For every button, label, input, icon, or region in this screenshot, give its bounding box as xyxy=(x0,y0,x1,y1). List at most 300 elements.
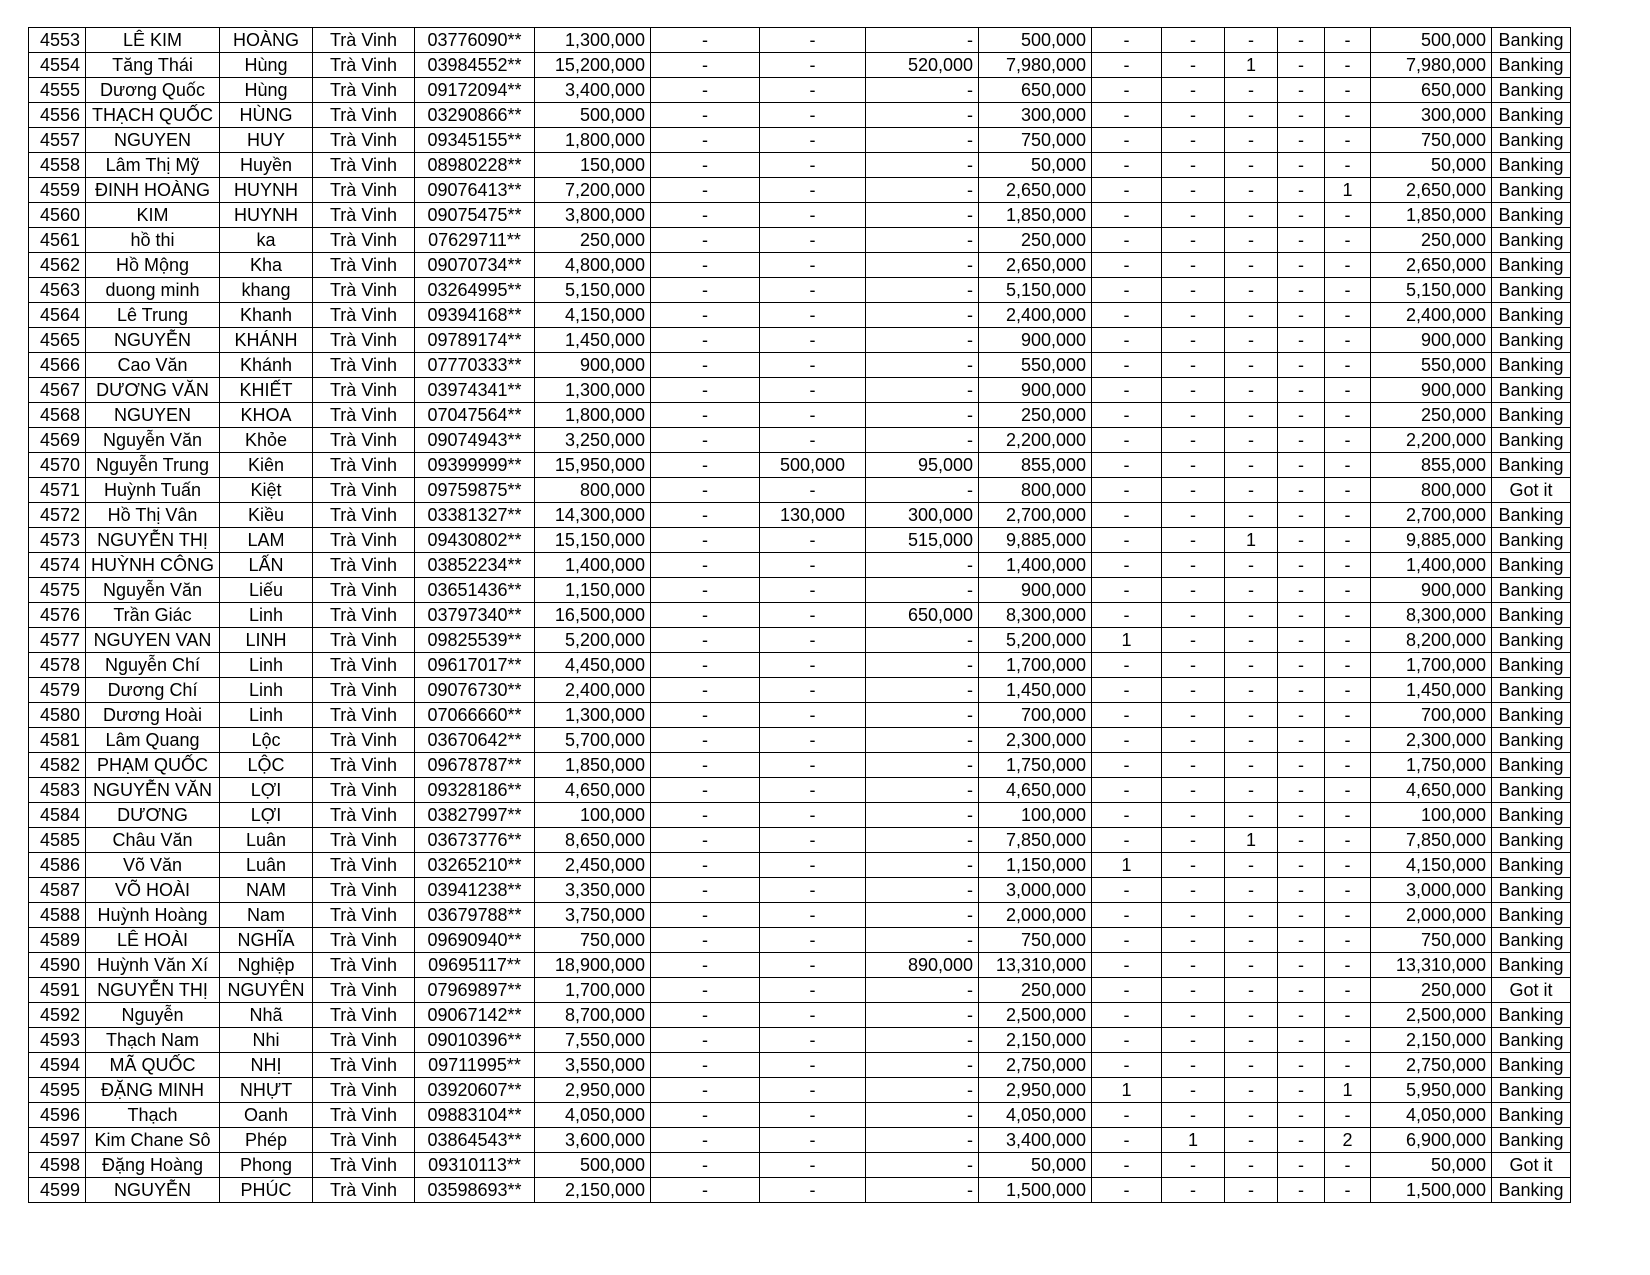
cell-n1: - xyxy=(1092,178,1162,203)
cell-n2: - xyxy=(1162,928,1225,953)
cell-last-name: Nguyễn Văn xyxy=(86,428,220,453)
cell-amount-1: 3,800,000 xyxy=(535,203,651,228)
cell-phone: 03265210** xyxy=(415,853,535,878)
cell-last-name: Lâm Quang xyxy=(86,728,220,753)
cell-col-8: - xyxy=(866,1003,979,1028)
cell-n2: - xyxy=(1162,203,1225,228)
cell-col-6: - xyxy=(651,53,760,78)
cell-province: Trà Vinh xyxy=(313,1153,415,1178)
cell-n4: - xyxy=(1278,828,1325,853)
cell-province: Trà Vinh xyxy=(313,928,415,953)
cell-province: Trà Vinh xyxy=(313,828,415,853)
cell-n1: - xyxy=(1092,1103,1162,1128)
cell-method: Banking xyxy=(1492,803,1571,828)
cell-last-name: Thạch Nam xyxy=(86,1028,220,1053)
cell-n2: - xyxy=(1162,1178,1225,1203)
cell-method: Banking xyxy=(1492,1003,1571,1028)
cell-id: 4580 xyxy=(29,703,86,728)
cell-province: Trà Vinh xyxy=(313,1178,415,1203)
cell-amount-2: 1,750,000 xyxy=(979,753,1092,778)
cell-province: Trà Vinh xyxy=(313,403,415,428)
cell-n5: - xyxy=(1325,853,1371,878)
cell-province: Trà Vinh xyxy=(313,703,415,728)
cell-total: 5,950,000 xyxy=(1371,1078,1492,1103)
cell-n4: - xyxy=(1278,1128,1325,1153)
cell-phone: 09430802** xyxy=(415,528,535,553)
cell-method: Banking xyxy=(1492,828,1571,853)
cell-phone: 09010396** xyxy=(415,1028,535,1053)
cell-amount-1: 1,400,000 xyxy=(535,553,651,578)
cell-col-8: - xyxy=(866,328,979,353)
cell-id: 4582 xyxy=(29,753,86,778)
cell-province: Trà Vinh xyxy=(313,728,415,753)
cell-id: 4568 xyxy=(29,403,86,428)
cell-n1: - xyxy=(1092,703,1162,728)
cell-col-8: - xyxy=(866,703,979,728)
cell-n5: - xyxy=(1325,728,1371,753)
cell-method: Banking xyxy=(1492,228,1571,253)
cell-amount-1: 4,650,000 xyxy=(535,778,651,803)
cell-col-6: - xyxy=(651,953,760,978)
cell-phone: 03974341** xyxy=(415,378,535,403)
cell-amount-2: 900,000 xyxy=(979,578,1092,603)
cell-last-name: THẠCH QUỐC xyxy=(86,103,220,128)
cell-phone: 03673776** xyxy=(415,828,535,853)
table-row xyxy=(29,428,1571,453)
cell-total: 2,650,000 xyxy=(1371,253,1492,278)
cell-n3: - xyxy=(1225,703,1278,728)
cell-total: 1,850,000 xyxy=(1371,203,1492,228)
cell-n3: - xyxy=(1225,953,1278,978)
cell-col-7: - xyxy=(760,1178,866,1203)
cell-n4: - xyxy=(1278,628,1325,653)
cell-last-name: Huỳnh Tuấn xyxy=(86,478,220,503)
cell-method: Banking xyxy=(1492,528,1571,553)
cell-col-6: - xyxy=(651,178,760,203)
cell-amount-2: 2,000,000 xyxy=(979,903,1092,928)
cell-province: Trà Vinh xyxy=(313,53,415,78)
cell-first-name: Khỏe xyxy=(220,428,313,453)
cell-phone: 09617017** xyxy=(415,653,535,678)
cell-first-name: Lộc xyxy=(220,728,313,753)
cell-amount-2: 3,400,000 xyxy=(979,1128,1092,1153)
cell-n1: - xyxy=(1092,1053,1162,1078)
cell-n2: - xyxy=(1162,603,1225,628)
cell-col-8: - xyxy=(866,28,979,53)
cell-phone: 03290866** xyxy=(415,103,535,128)
cell-col-7: - xyxy=(760,903,866,928)
cell-phone: 03852234** xyxy=(415,553,535,578)
cell-n5: - xyxy=(1325,103,1371,128)
cell-n2: - xyxy=(1162,478,1225,503)
cell-id: 4577 xyxy=(29,628,86,653)
table-row xyxy=(29,953,1571,978)
cell-n3: - xyxy=(1225,103,1278,128)
cell-id: 4573 xyxy=(29,528,86,553)
cell-phone: 09789174** xyxy=(415,328,535,353)
cell-col-7: - xyxy=(760,1078,866,1103)
cell-col-8: - xyxy=(866,253,979,278)
cell-total: 2,000,000 xyxy=(1371,903,1492,928)
cell-last-name: Huỳnh Văn Xí xyxy=(86,953,220,978)
cell-n2: - xyxy=(1162,528,1225,553)
cell-col-6: - xyxy=(651,678,760,703)
table-row xyxy=(29,653,1571,678)
table-row xyxy=(29,628,1571,653)
cell-last-name: Võ Văn xyxy=(86,853,220,878)
cell-amount-2: 2,200,000 xyxy=(979,428,1092,453)
cell-province: Trà Vinh xyxy=(313,503,415,528)
table-row xyxy=(29,78,1571,103)
cell-n2: - xyxy=(1162,228,1225,253)
cell-n1: - xyxy=(1092,53,1162,78)
cell-n5: - xyxy=(1325,753,1371,778)
cell-n1: - xyxy=(1092,503,1162,528)
cell-total: 900,000 xyxy=(1371,328,1492,353)
cell-total: 8,200,000 xyxy=(1371,628,1492,653)
cell-province: Trà Vinh xyxy=(313,653,415,678)
cell-total: 650,000 xyxy=(1371,78,1492,103)
cell-method: Banking xyxy=(1492,1053,1571,1078)
cell-last-name: Dương Chí xyxy=(86,678,220,703)
cell-amount-1: 15,150,000 xyxy=(535,528,651,553)
cell-col-8: - xyxy=(866,903,979,928)
cell-col-7: - xyxy=(760,653,866,678)
cell-total: 50,000 xyxy=(1371,153,1492,178)
cell-first-name: Nam xyxy=(220,903,313,928)
cell-first-name: Oanh xyxy=(220,1103,313,1128)
cell-amount-2: 900,000 xyxy=(979,378,1092,403)
cell-n4: - xyxy=(1278,278,1325,303)
cell-n3: - xyxy=(1225,178,1278,203)
cell-province: Trà Vinh xyxy=(313,853,415,878)
cell-method: Banking xyxy=(1492,628,1571,653)
cell-first-name: NHỊ xyxy=(220,1053,313,1078)
cell-method: Banking xyxy=(1492,603,1571,628)
cell-col-8: - xyxy=(866,153,979,178)
cell-col-7: - xyxy=(760,128,866,153)
cell-n4: - xyxy=(1278,153,1325,178)
cell-amount-1: 3,250,000 xyxy=(535,428,651,453)
cell-col-6: - xyxy=(651,453,760,478)
table-row xyxy=(29,1178,1571,1203)
cell-n2: - xyxy=(1162,128,1225,153)
cell-col-7: - xyxy=(760,553,866,578)
cell-n4: - xyxy=(1278,653,1325,678)
cell-method: Banking xyxy=(1492,153,1571,178)
cell-id: 4579 xyxy=(29,678,86,703)
cell-amount-1: 4,800,000 xyxy=(535,253,651,278)
cell-method: Banking xyxy=(1492,428,1571,453)
cell-province: Trà Vinh xyxy=(313,903,415,928)
cell-n3: - xyxy=(1225,1028,1278,1053)
cell-province: Trà Vinh xyxy=(313,1078,415,1103)
cell-n2: - xyxy=(1162,328,1225,353)
cell-amount-2: 2,650,000 xyxy=(979,253,1092,278)
cell-total: 5,150,000 xyxy=(1371,278,1492,303)
cell-n5: - xyxy=(1325,203,1371,228)
cell-amount-2: 8,300,000 xyxy=(979,603,1092,628)
cell-last-name: Hồ Thị Vân xyxy=(86,503,220,528)
cell-n3: - xyxy=(1225,228,1278,253)
cell-col-6: - xyxy=(651,103,760,128)
cell-id: 4592 xyxy=(29,1003,86,1028)
cell-total: 300,000 xyxy=(1371,103,1492,128)
cell-n5: - xyxy=(1325,1003,1371,1028)
cell-first-name: HUYNH xyxy=(220,178,313,203)
cell-n4: - xyxy=(1278,453,1325,478)
cell-n4: - xyxy=(1278,178,1325,203)
cell-n3: - xyxy=(1225,28,1278,53)
cell-amount-2: 250,000 xyxy=(979,228,1092,253)
cell-province: Trà Vinh xyxy=(313,453,415,478)
cell-n2: - xyxy=(1162,353,1225,378)
cell-amount-2: 2,300,000 xyxy=(979,728,1092,753)
cell-col-8: - xyxy=(866,428,979,453)
table-row xyxy=(29,1053,1571,1078)
table-row xyxy=(29,478,1571,503)
cell-n1: - xyxy=(1092,1153,1162,1178)
cell-province: Trà Vinh xyxy=(313,128,415,153)
cell-n1: 1 xyxy=(1092,1078,1162,1103)
table-row xyxy=(29,753,1571,778)
cell-col-7: 500,000 xyxy=(760,453,866,478)
cell-n5: - xyxy=(1325,453,1371,478)
cell-total: 900,000 xyxy=(1371,578,1492,603)
cell-n4: - xyxy=(1278,403,1325,428)
cell-method: Got it xyxy=(1492,978,1571,1003)
cell-amount-2: 2,750,000 xyxy=(979,1053,1092,1078)
cell-method: Banking xyxy=(1492,1178,1571,1203)
cell-total: 2,700,000 xyxy=(1371,503,1492,528)
table-row xyxy=(29,1128,1571,1153)
cell-amount-1: 1,700,000 xyxy=(535,978,651,1003)
cell-province: Trà Vinh xyxy=(313,1103,415,1128)
cell-n2: - xyxy=(1162,553,1225,578)
cell-last-name: NGUYỄN THỊ xyxy=(86,528,220,553)
cell-col-6: - xyxy=(651,778,760,803)
cell-amount-2: 50,000 xyxy=(979,153,1092,178)
cell-first-name: Nhi xyxy=(220,1028,313,1053)
cell-n4: - xyxy=(1278,428,1325,453)
cell-amount-2: 750,000 xyxy=(979,928,1092,953)
cell-n5: - xyxy=(1325,378,1371,403)
cell-col-6: - xyxy=(651,228,760,253)
cell-n3: - xyxy=(1225,1103,1278,1128)
cell-n3: - xyxy=(1225,803,1278,828)
cell-col-7: - xyxy=(760,1153,866,1178)
cell-amount-2: 2,700,000 xyxy=(979,503,1092,528)
cell-first-name: Kha xyxy=(220,253,313,278)
cell-phone: 09399999** xyxy=(415,453,535,478)
cell-n3: - xyxy=(1225,678,1278,703)
cell-col-6: - xyxy=(651,828,760,853)
cell-first-name: HUY xyxy=(220,128,313,153)
cell-first-name: Phép xyxy=(220,1128,313,1153)
cell-phone: 09310113** xyxy=(415,1153,535,1178)
cell-amount-1: 8,650,000 xyxy=(535,828,651,853)
cell-col-7: - xyxy=(760,1128,866,1153)
cell-amount-1: 800,000 xyxy=(535,478,651,503)
cell-province: Trà Vinh xyxy=(313,478,415,503)
cell-col-6: - xyxy=(651,278,760,303)
cell-first-name: Linh xyxy=(220,703,313,728)
cell-phone: 09076730** xyxy=(415,678,535,703)
cell-col-8: - xyxy=(866,1103,979,1128)
cell-last-name: DƯƠNG VĂN xyxy=(86,378,220,403)
cell-amount-1: 1,150,000 xyxy=(535,578,651,603)
cell-n4: - xyxy=(1278,903,1325,928)
cell-first-name: Kiệt xyxy=(220,478,313,503)
cell-province: Trà Vinh xyxy=(313,278,415,303)
cell-n1: - xyxy=(1092,478,1162,503)
cell-first-name: KHIẾT xyxy=(220,378,313,403)
cell-n4: - xyxy=(1278,528,1325,553)
cell-id: 4587 xyxy=(29,878,86,903)
cell-n5: 2 xyxy=(1325,1128,1371,1153)
cell-amount-1: 900,000 xyxy=(535,353,651,378)
cell-col-8: - xyxy=(866,1153,979,1178)
cell-n5: - xyxy=(1325,28,1371,53)
cell-last-name: Đặng Hoàng xyxy=(86,1153,220,1178)
cell-last-name: NGUYỄN xyxy=(86,1178,220,1203)
cell-id: 4590 xyxy=(29,953,86,978)
cell-amount-1: 2,400,000 xyxy=(535,678,651,703)
cell-n5: - xyxy=(1325,878,1371,903)
cell-first-name: Huyền xyxy=(220,153,313,178)
cell-col-7: - xyxy=(760,678,866,703)
cell-method: Banking xyxy=(1492,1128,1571,1153)
cell-total: 1,450,000 xyxy=(1371,678,1492,703)
table-row xyxy=(29,1103,1571,1128)
cell-col-6: - xyxy=(651,853,760,878)
cell-n5: - xyxy=(1325,503,1371,528)
cell-n2: - xyxy=(1162,1078,1225,1103)
cell-total: 900,000 xyxy=(1371,378,1492,403)
table-row xyxy=(29,103,1571,128)
table-row xyxy=(29,978,1571,1003)
cell-col-8: - xyxy=(866,1078,979,1103)
cell-col-6: - xyxy=(651,353,760,378)
cell-first-name: NGHĨA xyxy=(220,928,313,953)
cell-amount-1: 5,700,000 xyxy=(535,728,651,753)
cell-phone: 09067142** xyxy=(415,1003,535,1028)
cell-amount-2: 550,000 xyxy=(979,353,1092,378)
cell-n5: - xyxy=(1325,653,1371,678)
cell-amount-2: 2,650,000 xyxy=(979,178,1092,203)
cell-total: 8,300,000 xyxy=(1371,603,1492,628)
cell-n3: - xyxy=(1225,653,1278,678)
cell-n5: - xyxy=(1325,678,1371,703)
cell-province: Trà Vinh xyxy=(313,978,415,1003)
cell-n3: - xyxy=(1225,578,1278,603)
cell-n4: - xyxy=(1278,928,1325,953)
cell-n3: - xyxy=(1225,1003,1278,1028)
cell-n5: - xyxy=(1325,578,1371,603)
cell-id: 4589 xyxy=(29,928,86,953)
cell-phone: 09345155** xyxy=(415,128,535,153)
cell-total: 3,000,000 xyxy=(1371,878,1492,903)
cell-col-6: - xyxy=(651,78,760,103)
cell-n1: - xyxy=(1092,728,1162,753)
cell-method: Banking xyxy=(1492,253,1571,278)
cell-n3: - xyxy=(1225,503,1278,528)
cell-first-name: Phong xyxy=(220,1153,313,1178)
table-row xyxy=(29,728,1571,753)
cell-col-7: - xyxy=(760,278,866,303)
cell-province: Trà Vinh xyxy=(313,603,415,628)
cell-last-name: Huỳnh Hoàng xyxy=(86,903,220,928)
cell-method: Banking xyxy=(1492,103,1571,128)
cell-amount-2: 2,500,000 xyxy=(979,1003,1092,1028)
cell-method: Got it xyxy=(1492,478,1571,503)
cell-col-8: - xyxy=(866,128,979,153)
cell-id: 4563 xyxy=(29,278,86,303)
cell-method: Banking xyxy=(1492,353,1571,378)
cell-n3: - xyxy=(1225,903,1278,928)
cell-first-name: HOÀNG xyxy=(220,28,313,53)
cell-col-6: - xyxy=(651,128,760,153)
table-row xyxy=(29,403,1571,428)
cell-n4: - xyxy=(1278,753,1325,778)
cell-id: 4555 xyxy=(29,78,86,103)
cell-n4: - xyxy=(1278,1053,1325,1078)
cell-amount-2: 1,150,000 xyxy=(979,853,1092,878)
cell-method: Banking xyxy=(1492,553,1571,578)
cell-method: Banking xyxy=(1492,203,1571,228)
cell-col-8: - xyxy=(866,753,979,778)
cell-n5: 1 xyxy=(1325,1078,1371,1103)
cell-n4: - xyxy=(1278,253,1325,278)
cell-col-6: - xyxy=(651,378,760,403)
cell-first-name: Nhã xyxy=(220,1003,313,1028)
cell-col-8: - xyxy=(866,978,979,1003)
cell-id: 4561 xyxy=(29,228,86,253)
cell-amount-2: 4,650,000 xyxy=(979,778,1092,803)
cell-col-7: - xyxy=(760,228,866,253)
cell-n4: - xyxy=(1278,478,1325,503)
cell-n4: - xyxy=(1278,53,1325,78)
cell-n3: - xyxy=(1225,853,1278,878)
table-row xyxy=(29,1153,1571,1178)
cell-n1: - xyxy=(1092,253,1162,278)
cell-amount-1: 2,950,000 xyxy=(535,1078,651,1103)
cell-n1: - xyxy=(1092,428,1162,453)
cell-col-7: - xyxy=(760,103,866,128)
cell-id: 4578 xyxy=(29,653,86,678)
cell-col-6: - xyxy=(651,403,760,428)
cell-n4: - xyxy=(1278,703,1325,728)
cell-amount-1: 150,000 xyxy=(535,153,651,178)
cell-last-name: hồ thi xyxy=(86,228,220,253)
cell-first-name: Luân xyxy=(220,828,313,853)
cell-col-7: - xyxy=(760,28,866,53)
cell-id: 4584 xyxy=(29,803,86,828)
cell-phone: 09759875** xyxy=(415,478,535,503)
cell-total: 1,400,000 xyxy=(1371,553,1492,578)
cell-n2: - xyxy=(1162,403,1225,428)
table-row xyxy=(29,203,1571,228)
cell-amount-2: 800,000 xyxy=(979,478,1092,503)
cell-amount-2: 1,700,000 xyxy=(979,653,1092,678)
cell-n2: - xyxy=(1162,828,1225,853)
cell-method: Banking xyxy=(1492,128,1571,153)
table-row xyxy=(29,228,1571,253)
cell-n5: - xyxy=(1325,353,1371,378)
cell-province: Trà Vinh xyxy=(313,353,415,378)
table-row xyxy=(29,703,1571,728)
cell-amount-1: 16,500,000 xyxy=(535,603,651,628)
